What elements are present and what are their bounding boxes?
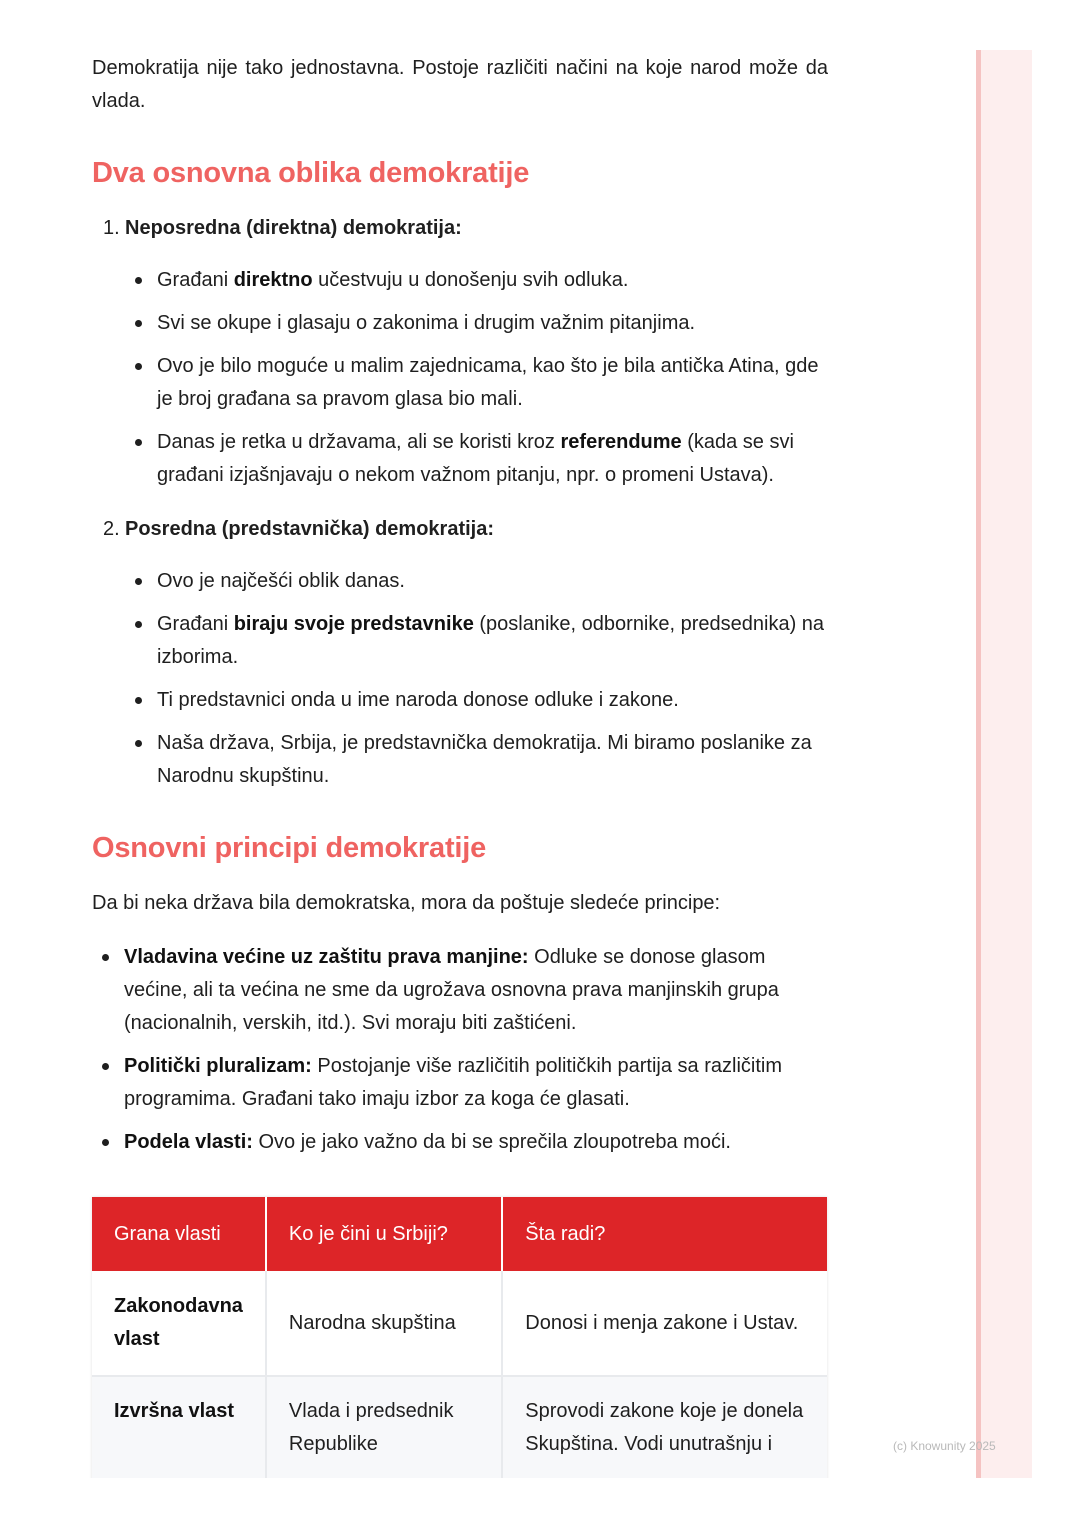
- table-cell: Narodna skupština: [266, 1271, 502, 1376]
- intro-paragraph: Demokratija nije tako jednostavna. Postoje različiti načini na koje narod može da vlada.: [92, 57, 828, 112]
- table-cell: Vlada i predsednik Republike: [266, 1376, 502, 1500]
- direct-bullets: [92, 264, 828, 492]
- item-title: Posredna (predstavnička) demokratija:: [125, 518, 495, 540]
- item-number: 2.: [103, 518, 120, 540]
- forms-list: [92, 212, 828, 793]
- principles-lead: Da bi neka država bila demokratska, mora da poštuje sledeće principe:: [92, 892, 721, 914]
- section-heading-principles: Osnovni principi demokratije: [92, 832, 487, 864]
- list-item: Građani biraju svoje predstavnike (poslanike, odbornike, predsednika) na izborima.: [92, 608, 828, 674]
- table-cell: Zakonodavna vlast: [92, 1271, 266, 1376]
- list-item: Vladavina većine uz zaštitu prava manjine: Odluke se donose glasom većine, ali ta većina ne sme da ugrožava osnovna prava manjinskih grupa (nacionalnih, verskih, itd.). Svi moraju biti zaštićeni.: [92, 941, 828, 1040]
- list-item: Svi se okupe i glasaju o zakonima i drugim važnim pitanjima.: [92, 307, 828, 340]
- representative-bullets: [92, 565, 828, 793]
- table-header-cell: Šta radi?: [502, 1197, 827, 1271]
- page-cutoff: [88, 1478, 833, 1528]
- margin-sidebar: [976, 50, 1032, 1478]
- table-header-cell: Grana vlasti: [92, 1197, 266, 1271]
- form-item-direct: [92, 212, 828, 492]
- document-content: [92, 52, 828, 1169]
- table-cell: Donosi i menja zakone i Ustav.: [502, 1271, 827, 1376]
- table-header-row: [92, 1197, 827, 1271]
- section-heading-forms: Dva osnovna oblika demokratije: [92, 157, 530, 189]
- list-item: Politički pluralizam: Postojanje više različitih političkih partija sa različitim programima. Građani tako imaju izbor za koga će glasati.: [92, 1050, 828, 1116]
- table-cell: Izvršna vlast: [92, 1376, 266, 1500]
- principles-list: [92, 941, 828, 1159]
- table-header-cell: Ko je čini u Srbiji?: [266, 1197, 502, 1271]
- table-cell: Sprovodi zakone koje je donela Skupština. Vodi unutrašnju i: [502, 1376, 827, 1500]
- list-item: Ovo je najčešći oblik danas.: [92, 565, 828, 598]
- branches-table: [92, 1197, 827, 1501]
- list-item: Ti predstavnici onda u ime naroda donose odluke i zakone.: [92, 684, 828, 717]
- list-item: Ovo je bilo moguće u malim zajednicama, kao što je bila antička Atina, gde je broj građana sa pravom glasa bio mali.: [92, 350, 828, 416]
- list-item: Podela vlasti: Ovo je jako važno da bi se sprečila zloupotreba moći.: [92, 1126, 828, 1159]
- item-title: Neposredna (direktna) demokratija:: [125, 217, 462, 239]
- list-item: Danas je retka u državama, ali se koristi kroz referendume (kada se svi građani izjašnjavaju o nekom važnom pitanju, npr. o promeni Ustava).: [92, 426, 828, 492]
- form-item-representative: [92, 513, 828, 793]
- table-row: [92, 1271, 827, 1376]
- watermark: (c) Knowunity 2025: [893, 1439, 996, 1453]
- list-item: Građani direktno učestvuju u donošenju svih odluka.: [92, 264, 828, 297]
- list-item: Naša država, Srbija, je predstavnička demokratija. Mi biramo poslanike za Narodnu skupštinu.: [92, 727, 828, 793]
- item-number: 1.: [103, 217, 120, 239]
